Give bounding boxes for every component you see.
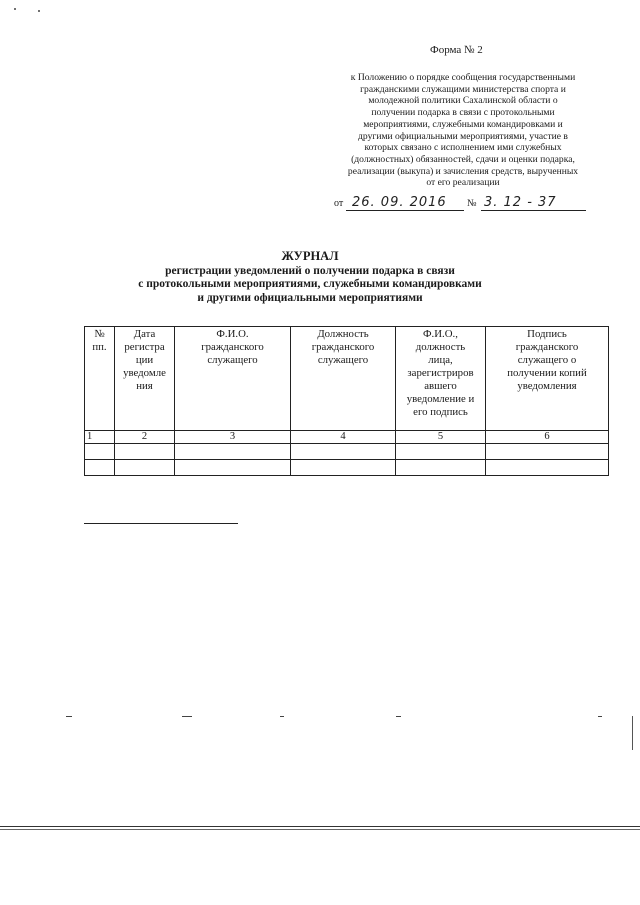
- appendix-line: которых связано с исполнением ими служебных: [364, 142, 562, 154]
- form-number: Форма № 2: [430, 44, 483, 56]
- column-number: 6: [486, 431, 609, 444]
- header-cell-registrar: Ф.И.О., должность лица, зарегистриров авшего уведомление и его подпись: [396, 327, 486, 431]
- column-number: 5: [396, 431, 486, 444]
- column-number: 4: [291, 431, 396, 444]
- title-line: и другими официальными мероприятиями: [197, 291, 423, 304]
- scan-bottom-line: [0, 826, 640, 827]
- from-label: от: [334, 198, 344, 209]
- appendix-line: молодежной политики Сахалинской области о: [368, 95, 558, 107]
- table-row: [85, 460, 609, 476]
- scan-edge-mark: [632, 716, 633, 750]
- column-number-row: [85, 431, 609, 444]
- appendix-reference: [318, 72, 608, 189]
- handwritten-number: 3. 12 - 37: [484, 195, 557, 210]
- header-cell-number: № пп.: [85, 327, 115, 431]
- scan-speck: [14, 8, 16, 10]
- scan-speck: [182, 716, 192, 717]
- appendix-line: к Положению о порядке сообщения государственными: [350, 72, 576, 83]
- date-underline: [346, 210, 464, 211]
- title-line: с протокольными мероприятиями, служебными командировками: [138, 278, 482, 290]
- header-cell-signature: Подпись гражданского служащего о получении копий уведомления: [486, 327, 609, 431]
- scan-speck: [598, 716, 602, 717]
- journal-title: [100, 250, 520, 305]
- header-cell-date: Дата регистра ции уведомле ния: [115, 327, 175, 431]
- handwritten-date: 26. 09. 2016: [352, 195, 447, 210]
- registration-date-number: [334, 195, 586, 211]
- column-number: 2: [115, 431, 175, 444]
- appendix-line: реализации (выкупа) и зачисления средств, вырученных: [347, 165, 579, 177]
- appendix-line: мероприятиями, служебными командировками и: [363, 118, 563, 130]
- title-line: регистрации уведомлений о получении подарка в связи: [165, 264, 455, 277]
- appendix-line: получении подарка в связи с протокольными: [371, 107, 555, 119]
- number-label: №: [467, 198, 477, 209]
- scan-speck: [38, 10, 40, 12]
- header-cell-position: Должность гражданского служащего: [291, 327, 396, 431]
- header-cell-employee-name: Ф.И.О. гражданского служащего: [175, 327, 291, 431]
- appendix-line: от его реализации: [426, 177, 500, 189]
- appendix-line: гражданскими служащими министерства спорта и: [360, 83, 566, 95]
- scan-speck: [66, 716, 72, 717]
- table-header-row: [85, 327, 609, 431]
- column-number: 1: [85, 431, 115, 444]
- table-row: [85, 444, 609, 460]
- scan-speck: [396, 716, 401, 717]
- appendix-line: (должностных) обязанностей, сдачи и оценки подарка,: [351, 153, 575, 165]
- footnote-separator: [84, 523, 238, 524]
- scan-speck: [280, 716, 284, 717]
- appendix-line: другими официальными мероприятиями, участие в: [358, 130, 568, 142]
- number-underline: [481, 210, 586, 211]
- journal-table: [84, 326, 609, 476]
- scan-bottom-line: [0, 829, 640, 830]
- title-main: ЖУРНАЛ: [281, 249, 339, 263]
- column-number: 3: [175, 431, 291, 444]
